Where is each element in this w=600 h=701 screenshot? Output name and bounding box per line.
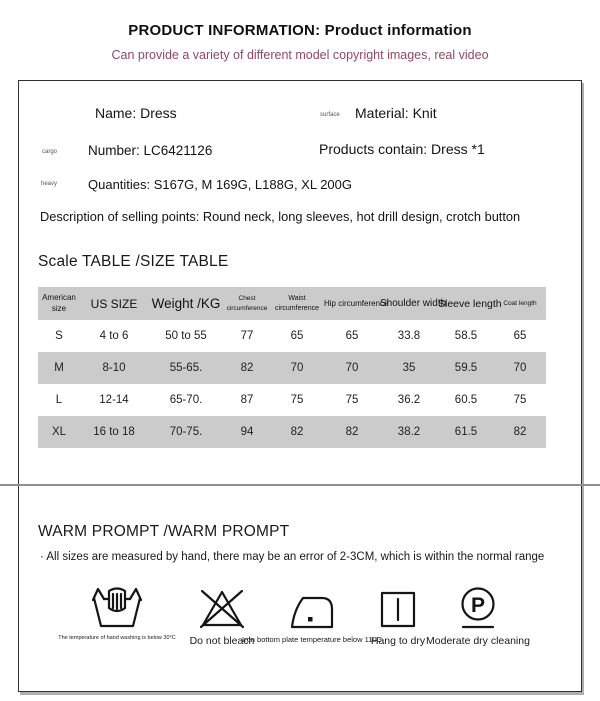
col-us-size: US SIZE [90, 296, 138, 311]
selling-points: Description of selling points: Round neck, long sleeves, hot drill design, crotch button [40, 209, 521, 224]
size-table-heading: Scale TABLE /SIZE TABLE [38, 253, 229, 270]
cell: L [55, 394, 63, 406]
heavy-tag: heavy [41, 181, 58, 187]
cell: 70-75. [169, 426, 203, 438]
size-row-l [38, 384, 546, 416]
section-divider [0, 484, 600, 486]
cargo-tag: cargo [42, 149, 58, 155]
svg-text:P: P [470, 594, 486, 617]
care-icons-row [19, 586, 581, 661]
cell: 8-10 [102, 362, 126, 374]
page-subtitle: Can provide a variety of different model copyright images, real video [111, 48, 489, 62]
col-waist: Waist circumference [275, 294, 319, 312]
cell: 36.2 [397, 394, 421, 406]
cell: S [55, 330, 63, 342]
col-sleeve: Sleeve length [438, 297, 502, 310]
care-label: The temperature of hand washing is below 30°C [58, 635, 176, 641]
product-quantities: Quantities: S167G, M 169G, L188G, XL 200G [88, 177, 353, 192]
cell: 82 [345, 426, 359, 438]
cell: 75 [513, 394, 527, 406]
cell: 55-65. [169, 362, 203, 374]
cell: XL [51, 426, 67, 438]
size-row-m [38, 352, 546, 384]
col-coat: Coat length [503, 300, 537, 307]
cell: 65 [290, 330, 304, 342]
cell: 65-70. [169, 394, 203, 406]
cell: 60.5 [454, 394, 478, 406]
cell: 33.8 [397, 330, 421, 342]
cell: 94 [240, 426, 254, 438]
care-label: Do not bleach [189, 635, 255, 647]
cell: M [54, 362, 64, 374]
warm-prompt-heading: WARM PROMPT /WARM PROMPT [38, 523, 290, 540]
surface-tag: surface [320, 112, 340, 118]
size-table [38, 287, 546, 448]
size-table-header-row [38, 287, 546, 320]
care-label: Iron bottom plate temperature below 110C [242, 635, 382, 644]
cell: 65 [513, 330, 527, 342]
cell: 77 [240, 330, 254, 342]
product-name: Name: Dress [95, 105, 177, 121]
product-material: Material: Knit [355, 105, 437, 121]
cell: 82 [240, 362, 254, 374]
cell: 87 [240, 394, 254, 406]
cell: 70 [513, 362, 527, 374]
size-row-xl [38, 416, 546, 448]
cell: 70 [345, 362, 359, 374]
cell: 58.5 [454, 330, 478, 342]
cell: 61.5 [454, 426, 478, 438]
hand-wash-icon [91, 586, 143, 630]
cell: 35 [402, 362, 416, 374]
size-row-s [38, 320, 546, 352]
measurement-note: · All sizes are measured by hand, there may be an error of 2-3CM, which is within the normal range [40, 551, 545, 563]
cell: 4 to 6 [99, 330, 129, 342]
cell: 82 [290, 426, 304, 438]
col-american-size: American size [42, 293, 76, 313]
main-info-box [18, 80, 582, 692]
cell: 70 [290, 362, 304, 374]
product-number: Number: LC6421126 [88, 143, 213, 158]
cell: 12-14 [99, 394, 129, 406]
col-hip: Hip circumference [324, 299, 389, 308]
care-label: Moderate dry cleaning [426, 635, 530, 647]
col-shoulder: Shoulder width [380, 298, 447, 309]
cell: 38.2 [397, 426, 421, 438]
iron-icon [289, 586, 335, 630]
cell: 75 [290, 394, 304, 406]
col-chest: Chest circumference [226, 295, 268, 312]
care-item-dry-clean [388, 586, 568, 647]
cell: 75 [345, 394, 359, 406]
cell: 50 to 55 [165, 330, 207, 342]
care-label: Hang to dry [370, 635, 426, 647]
products-contain: Products contain: Dress *1 [319, 141, 485, 157]
cell: 82 [513, 426, 527, 438]
cell: 65 [345, 330, 359, 342]
dry-clean-p-icon [455, 586, 501, 630]
col-weight: Weight /KG [151, 296, 221, 311]
cell: 59.5 [454, 362, 478, 374]
cell: 16 to 18 [93, 426, 135, 438]
page-title: PRODUCT INFORMATION: Product information [128, 22, 472, 39]
